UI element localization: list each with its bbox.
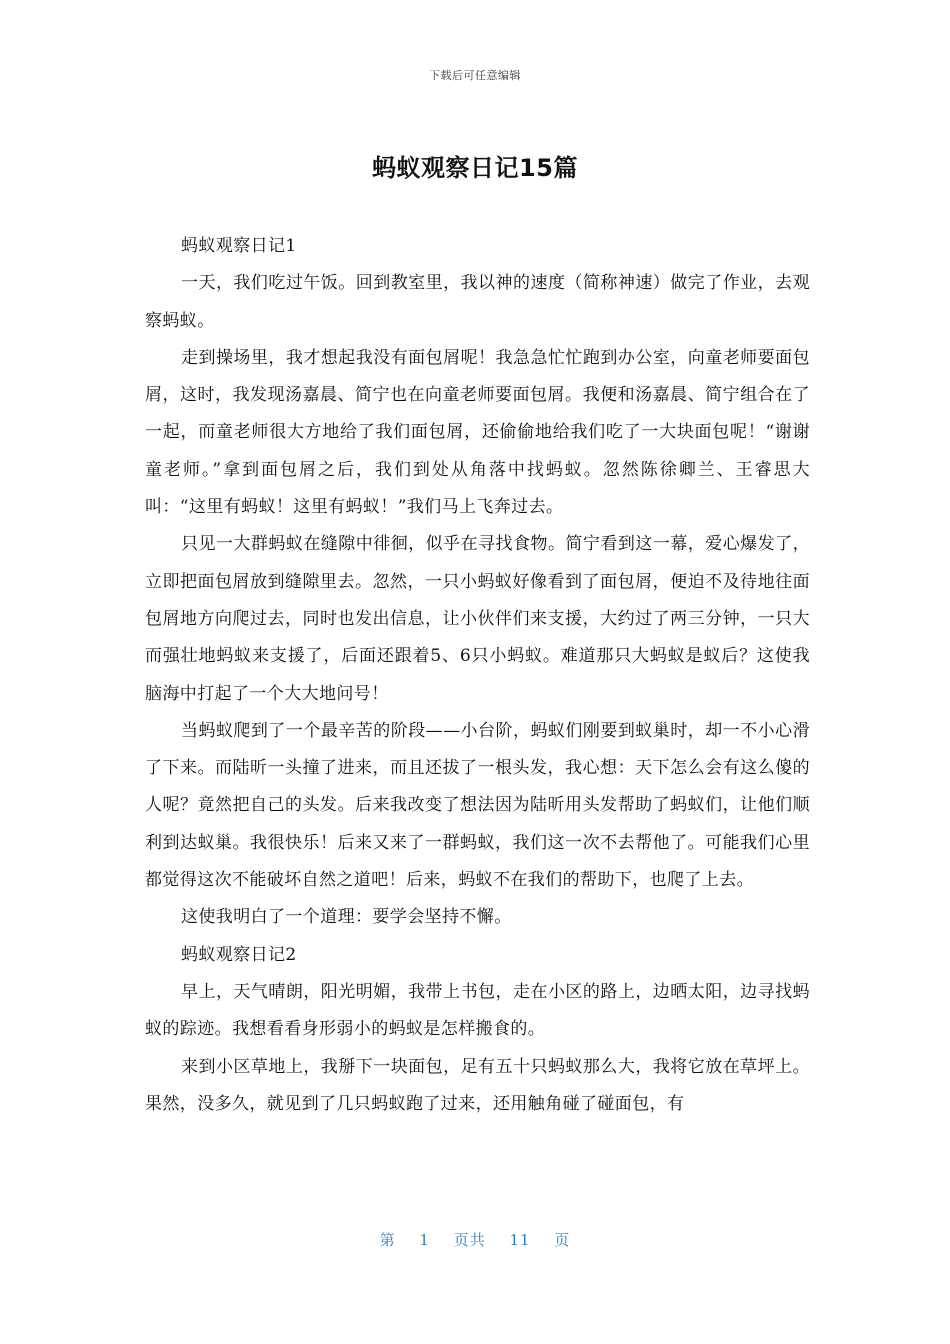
section-heading: 蚂蚁观察日记2 bbox=[181, 944, 297, 965]
document-body bbox=[145, 228, 810, 1123]
paragraph: 这使我明白了一个道理：要学会坚持不懈。 bbox=[181, 907, 512, 928]
paragraph: 早上，天气晴朗，阳光明媚，我带上书包，走在小区的路上，边晒太阳，边寻找蚂蚁的踪迹。我想看看身形弱小的蚂蚁是怎样搬食的。 bbox=[145, 981, 810, 1040]
paragraph: 当蚂蚁爬到了一个最辛苦的阶段——小台阶，蚂蚁们刚要到蚁巢时，却一不小心滑了下来。而陆昕一头撞了进来，而且还拔了一根头发，我心想：天下怎么会有这么傻的人呢？竟然把自己的头发。后来我改变了想法因为陆昕用头发帮助了蚂蚁们，让他们顺利到达蚁巢。我很快乐！后来又来了一群蚂蚁，我们这一次不去帮他了。可能我们心里都觉得这次不能破坏自然之道吧！后来，蚂蚁不在我们的帮助下，也爬了上去。 bbox=[145, 720, 810, 891]
paragraph: 来到小区草地上，我掰下一块面包，足有五十只蚂蚁那么大，我将它放在草坪上。果然，没多久，就见到了几只蚂蚁跑了过来，还用触角碰了碰面包，有 bbox=[145, 1056, 810, 1114]
paragraph: 走到操场里，我才想起我没有面包屑呢！我急急忙忙跑到办公室，向童老师要面包屑，这时，我发现汤嘉晨、简宁也在向童老师要面包屑。我便和汤嘉晨、简宁组合在了一起，而童老师很大方地给了我们面包屑，还偷偷地给我们吃了一大块面包呢！“谢谢童老师。”拿到面包屑之后，我们到处从角落中找蚂蚁。忽然陈徐卿兰、王睿思大叫：“这里有蚂蚁！这里有蚂蚁！”我们马上飞奔过去。 bbox=[145, 347, 810, 518]
paragraph: 只见一大群蚂蚁在缝隙中徘徊，似乎在寻找食物。简宁看到这一幕，爱心爆发了，立即把面包屑放到缝隙里去。忽然，一只小蚂蚁好像看到了面包屑，便迫不及待地往面包屑地方向爬过去，同时也发出信息，让小伙伴们来支援，大约过了两三分钟，一只大而强壮地蚂蚁来支援了，后面还跟着5、6只小蚂蚁。难道那只大蚂蚁是蚁后？这使我脑海中打起了一个大大地问号！ bbox=[145, 534, 810, 704]
page-label-mid: 页共 bbox=[453, 1231, 486, 1249]
page-footer bbox=[0, 1229, 950, 1250]
section-heading: 蚂蚁观察日记1 bbox=[181, 236, 297, 256]
current-page-number: 1 bbox=[419, 1231, 430, 1249]
paragraph: 一天，我们吃过午饭。回到教室里，我以神的速度（简称神速）做完了作业，去观察蚂蚁。 bbox=[145, 273, 810, 331]
document-title: 蚂蚁观察日记15篇 bbox=[372, 154, 578, 182]
total-pages-number: 11 bbox=[509, 1231, 531, 1249]
page-label-prefix: 第 bbox=[379, 1231, 396, 1249]
header-note: 下载后可任意编辑 bbox=[429, 69, 521, 82]
page-label-suffix: 页 bbox=[554, 1231, 571, 1249]
